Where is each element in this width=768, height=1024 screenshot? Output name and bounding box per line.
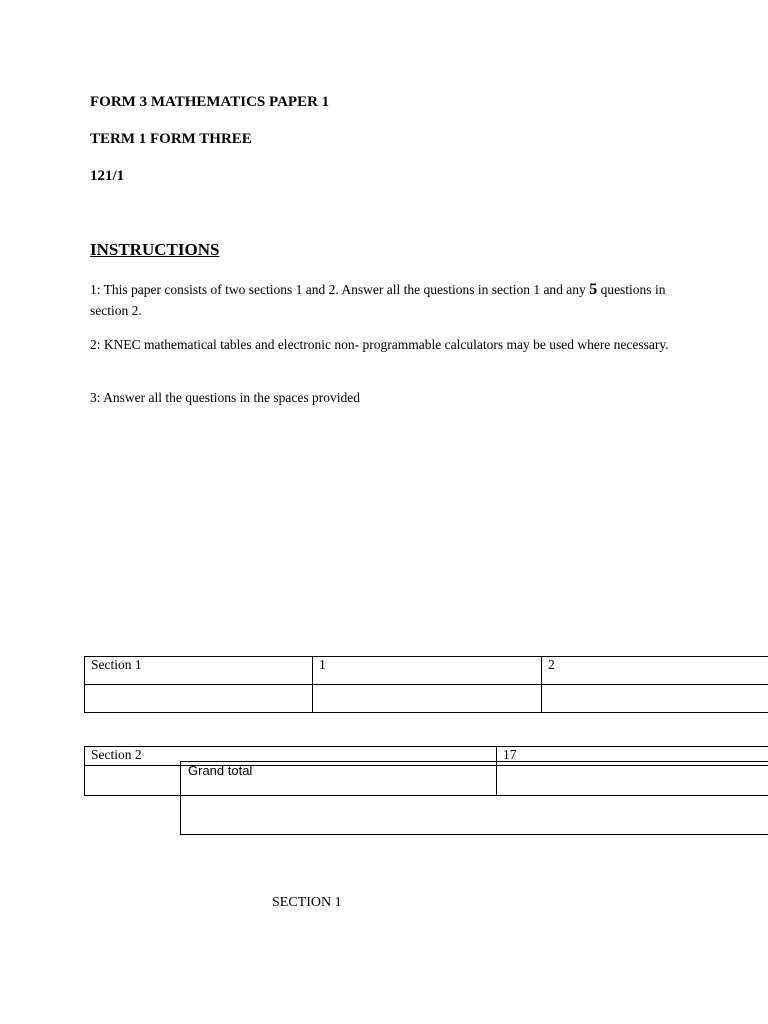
table1-score-cell-c [541,684,768,713]
instruction-2: 2: KNEC mathematical tables and electronic non- programmable calculators may be used where necessary. [90,337,669,352]
table1-col-1-label: 1 [319,657,326,672]
instructions-title: INSTRUCTIONS [90,240,220,259]
grand-total-frame [180,761,768,835]
table1-score-cell-a [84,684,313,713]
grand-total-label: Grand total [188,763,253,778]
table1-col-2-label: 2 [548,657,555,672]
table2-col-17-label: 17 [503,747,517,762]
paper-code: 121/1 [90,168,125,184]
instruction-1-emphasis: 5 [589,281,598,298]
instruction-1 [90,279,690,321]
table1-cell-2 [541,656,768,685]
section-1-heading: SECTION 1 [272,895,342,910]
table1-section-label: Section 1 [91,657,142,672]
table1-cell-1 [312,656,542,685]
instruction-1-text-after: questions in section 2. [90,282,666,318]
paper-title: FORM 3 MATHEMATICS PAPER 1 [90,94,330,110]
table1-score-cell-b [312,684,542,713]
instruction-3: 3: Answer all the questions in the spaces provided [90,390,360,405]
table2-section-label: Section 2 [91,747,142,762]
term-label: TERM 1 FORM THREE [90,131,252,147]
instruction-1-text-before: 1: This paper consists of two sections 1 and 2. Answer all the questions in section 1 and any [90,282,590,297]
